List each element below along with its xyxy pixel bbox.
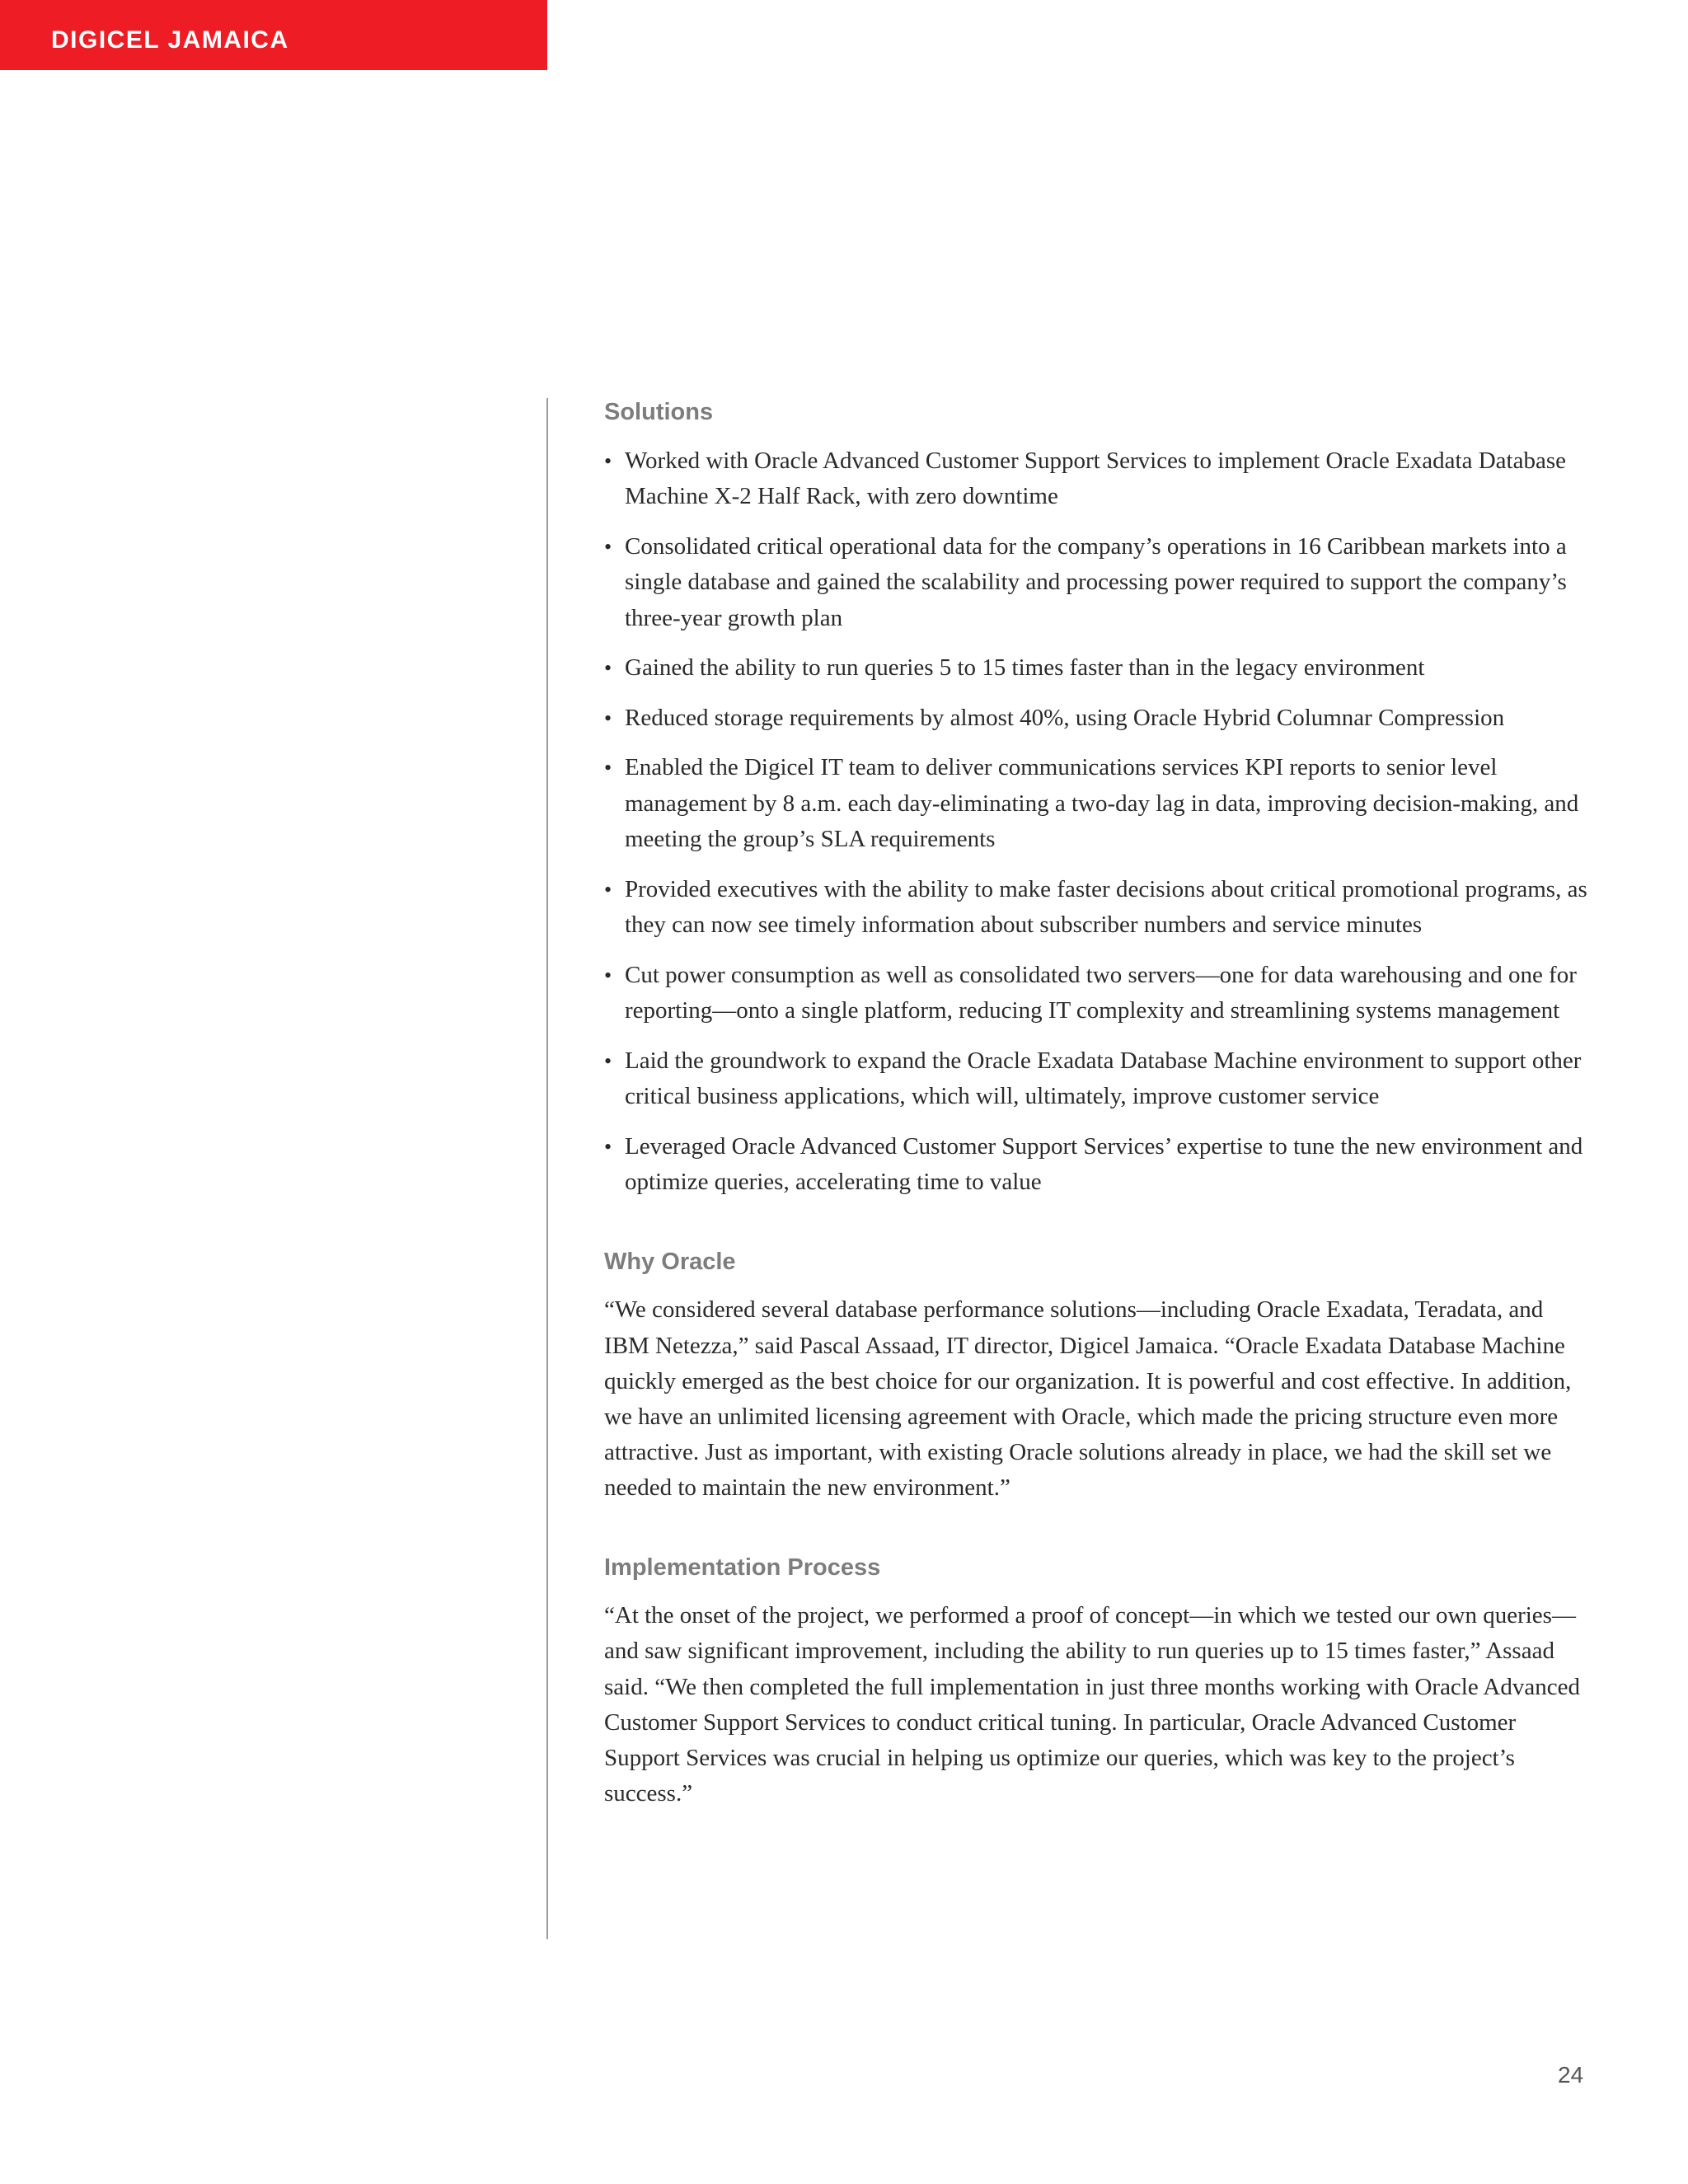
bullet-icon: • xyxy=(604,534,612,559)
solutions-section xyxy=(604,397,1593,1201)
why-oracle-heading: Why Oracle xyxy=(604,1248,736,1275)
list-item xyxy=(604,701,1593,737)
list-item-text: Leveraged Oracle Advanced Customer Support Services’ expertise to tune the new environment and optimize queries, accelerating time to value xyxy=(625,1132,1583,1196)
bullet-icon: • xyxy=(604,705,612,730)
bullet-icon: • xyxy=(604,963,612,987)
list-item-text: Gained the ability to run queries 5 to 15 times faster than in the legacy environment xyxy=(625,654,1425,682)
bullet-icon: • xyxy=(604,656,612,681)
list-item xyxy=(604,1129,1593,1201)
bullet-icon: • xyxy=(604,448,612,473)
list-item-text: Consolidated critical operational data for the company’s operations in 16 Caribbean markets into a single database and gained the scalability and processing power required to support the company’s three-year growth plan xyxy=(625,532,1567,631)
list-item-text: Worked with Oracle Advanced Customer Support Services to implement Oracle Exadata Database Machine X-2 Half Rack, with zero downtime xyxy=(625,447,1566,510)
list-item xyxy=(604,1043,1593,1115)
bullet-icon: • xyxy=(604,1134,612,1159)
list-item-text: Reduced storage requirements by almost 40%, using Oracle Hybrid Columnar Compression xyxy=(625,704,1505,731)
bullet-icon: • xyxy=(604,1048,612,1073)
implementation-paragraph: “At the onset of the project, we performed a proof of concept—in which we tested our own queries—and saw significant improvement, including the ability to run queries up to 15 times faster,” Assaad said. “We then completed the full implementation in just three months working with Oracle Advanced Customer Support Services to conduct critical tuning. In particular, Oracle Advanced Customer Support Services was crucial in helping us optimize our queries, which was key to the project’s success.” xyxy=(604,1602,1580,1807)
vertical-divider xyxy=(546,398,548,1939)
list-item-text: Cut power consumption as well as consolidated two servers—one for data warehousing and one for reporting—onto a single platform, reducing IT complexity and streamlining systems management xyxy=(625,961,1577,1024)
implementation-section xyxy=(604,1553,1593,1812)
list-item xyxy=(604,958,1593,1029)
list-item-text: Enabled the Digicel IT team to deliver communications services KPI reports to senior level management by 8 a.m. each day-eliminating a two-day lag in data, improving decision-making, and meeting the group’s SLA requirements xyxy=(625,754,1579,853)
bullet-icon: • xyxy=(604,756,612,780)
list-item xyxy=(604,443,1593,515)
list-item-text: Provided executives with the ability to make faster decisions about critical promotional programs, as they can now see timely information about subscriber numbers and service minutes xyxy=(625,875,1587,939)
list-item xyxy=(604,529,1593,637)
header-banner xyxy=(0,0,547,70)
solutions-list xyxy=(604,443,1593,1201)
banner-label: DIGICEL JAMAICA xyxy=(51,26,289,54)
list-item xyxy=(604,750,1593,858)
main-content xyxy=(604,397,1593,1812)
page-number: 24 xyxy=(1558,2062,1584,2088)
list-item xyxy=(604,872,1593,944)
bullet-icon: • xyxy=(604,877,612,902)
solutions-heading: Solutions xyxy=(604,399,714,425)
why-oracle-paragraph: “We considered several database performance solutions—including Oracle Exadata, Teradata, and IBM Netezza,” said Pascal Assaad, IT director, Digicel Jamaica. “Oracle Exadata Database Machine quickly emerged as the best choice for our organization. It is powerful and cost effective. In addition, we have an unlimited licensing agreement with Oracle, which made the pricing structure even more attractive. Just as important, with existing Oracle solutions already in place, we had the skill set we needed to maintain the new environment.” xyxy=(604,1296,1572,1502)
implementation-heading: Implementation Process xyxy=(604,1554,881,1581)
why-oracle-section xyxy=(604,1247,1593,1507)
list-item-text: Laid the groundwork to expand the Oracle Exadata Database Machine environment to support other critical business applications, which will, ultimately, improve customer service xyxy=(625,1047,1582,1110)
list-item xyxy=(604,650,1593,687)
